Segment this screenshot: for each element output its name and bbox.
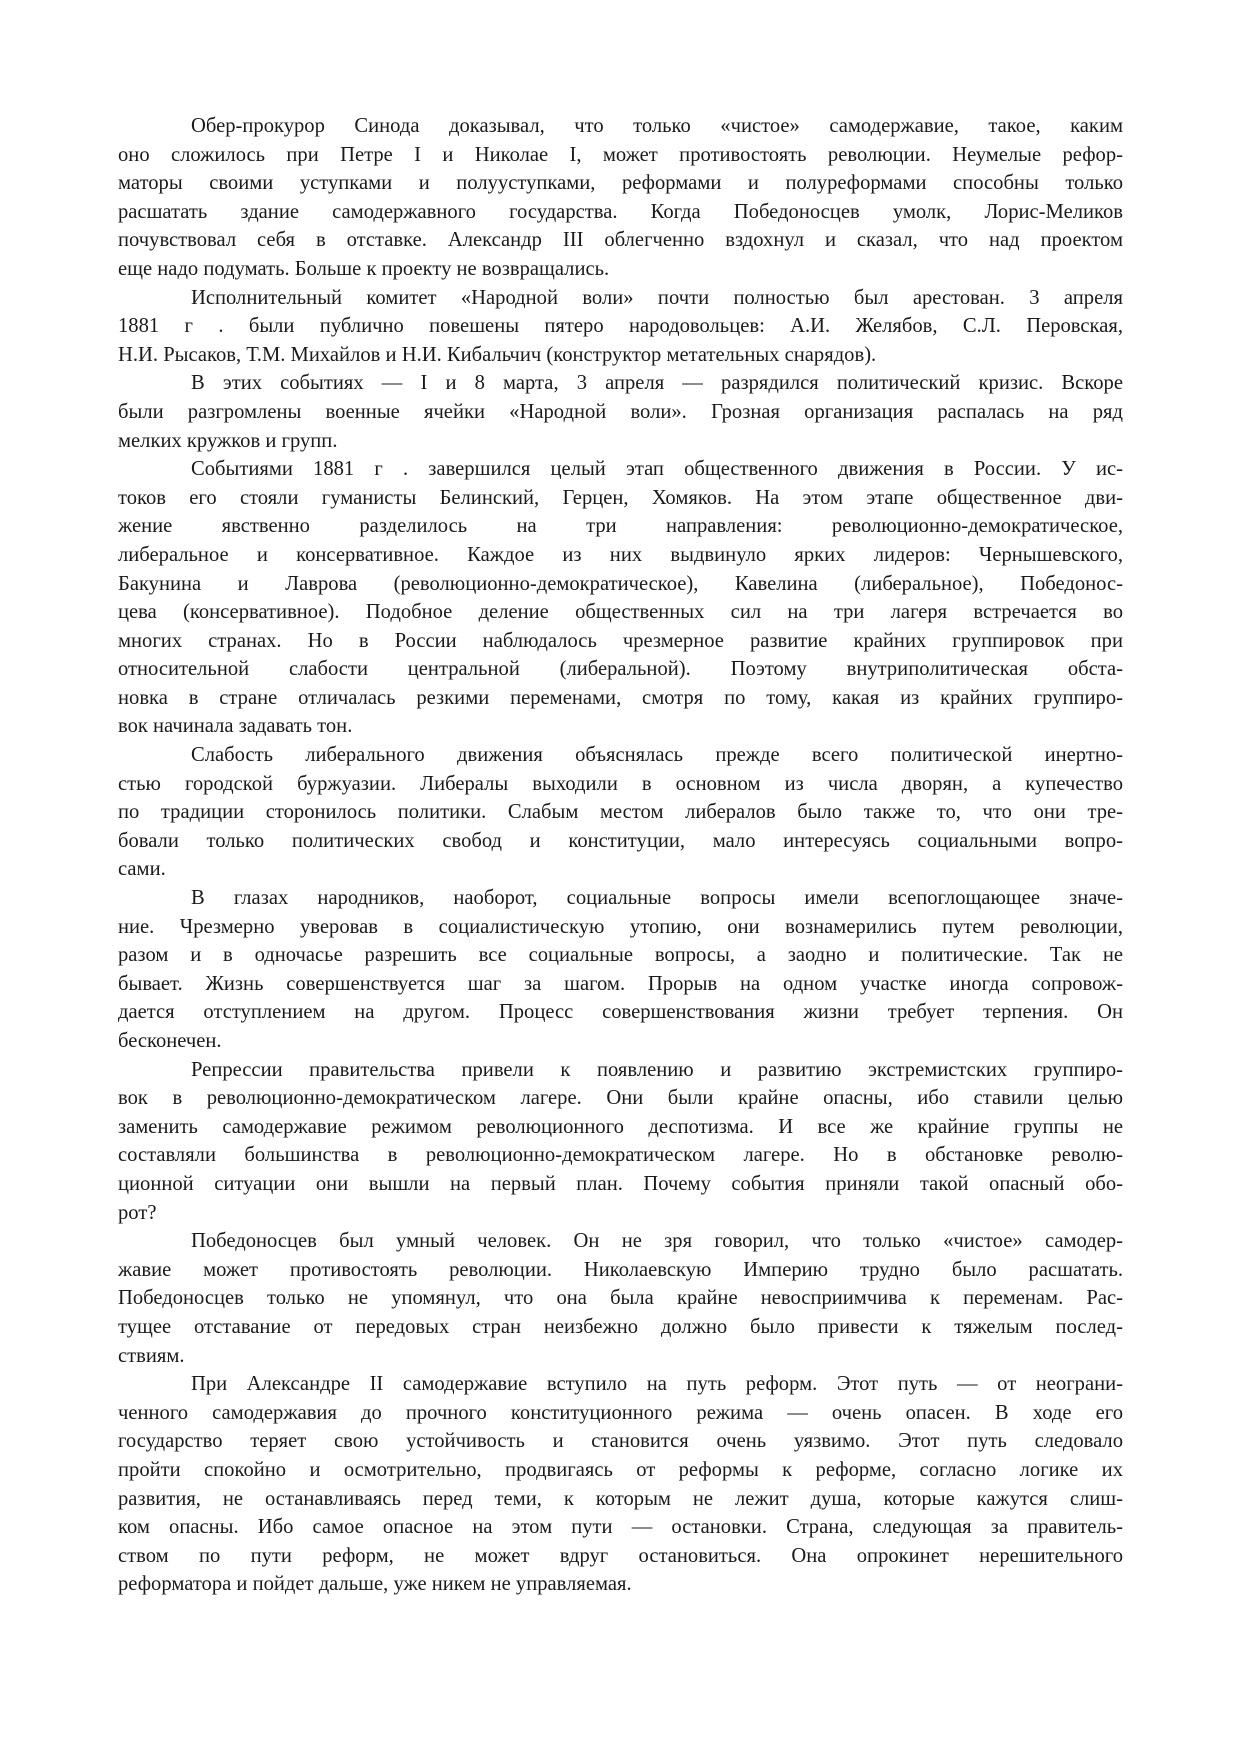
paragraph <box>118 284 1123 370</box>
text-line: либеральное и консервативное. Каждое из них выдвинуло ярких лидеров: Чернышевского, <box>118 543 1123 566</box>
text-line: бовали только политических свобод и конституции, мало интересуясь социальными вопро- <box>118 829 1123 852</box>
document-page <box>118 112 1123 1599</box>
text-line: ченного самодержавия до прочного конституционного режима — очень опасен. В ходе его <box>118 1401 1123 1424</box>
text-line: ком опасны. Ибо самое опасное на этом пути — остановки. Страна, следующая за правитель- <box>118 1516 1123 1539</box>
text-line: Победоносцев был умный человек. Он не зря говорил, что только «чистое» самодер- <box>191 1230 1123 1253</box>
text-line: государство теряет свою устойчивость и становится очень уязвимо. Этот путь следовало <box>118 1430 1123 1453</box>
text-line: еще надо подумать. Больше к проекту не возвращались. <box>118 257 610 280</box>
text-line: были разгромлены военные ячейки «Народной воли». Грозная организация распалась на ряд <box>118 400 1123 423</box>
paragraph <box>118 369 1123 455</box>
text-line: бывает. Жизнь совершенствуется шаг за шагом. Прорыв на одном участке иногда сопровож- <box>118 972 1123 995</box>
text-line: тущее отставание от передовых стран неизбежно должно было привести к тяжелым послед- <box>118 1315 1123 1338</box>
paragraph <box>118 884 1123 1056</box>
text-line: жение явственно разделилось на три направления: революционно-демократическое, <box>118 515 1123 538</box>
text-line: почувствовал себя в отставке. Александр III облегченно вздохнул и сказал, что над проектом <box>118 229 1123 252</box>
text-line: Событиями 1881 г . завершился целый этап общественного движения в России. У ис- <box>191 458 1123 481</box>
text-line: жавие может противостоять революции. Николаевскую Империю трудно было расшатать. <box>118 1258 1123 1281</box>
text-line: рот? <box>118 1201 157 1224</box>
paragraph <box>118 1227 1123 1370</box>
paragraph <box>118 1056 1123 1228</box>
paragraph <box>118 1370 1123 1599</box>
text-line: ционной ситуации они вышли на первый план. Почему события приняли такой опасный обо- <box>118 1172 1123 1195</box>
text-line: вок начинала задавать тон. <box>118 715 353 738</box>
text-line: ствиям. <box>118 1344 185 1367</box>
text-line: сами. <box>118 858 166 881</box>
text-line: 1881 г . были публично повешены пятеро народовольцев: А.И. Желябов, С.Л. Перовская, <box>118 315 1123 338</box>
text-line: Обер-прокурор Синода доказывал, что только «чистое» самодержавие, такое, каким <box>191 115 1123 137</box>
text-line: мелких кружков и групп. <box>118 429 338 452</box>
text-line: При Александре II самодержавие вступило на путь реформ. Этот путь — от неограни- <box>191 1373 1123 1396</box>
text-line: новка в стране отличалась резкими переменами, смотря по тому, какая из крайних группиро- <box>118 686 1123 709</box>
text-line: В глазах народников, наоборот, социальные вопросы имели всепоглощающее значе- <box>191 887 1123 910</box>
text-line: маторы своими уступками и полууступками, реформами и полуреформами способны только <box>118 172 1123 195</box>
text-line: вок в революционно-демократическом лагере. Они были крайне опасны, ибо ставили целью <box>118 1087 1123 1110</box>
text-line: многих странах. Но в России наблюдалось чрезмерное развитие крайних группировок при <box>118 629 1123 652</box>
text-line: относительной слабости центральной (либеральной). Поэтому внутриполитическая обста- <box>118 658 1123 681</box>
text-line: токов его стояли гуманисты Белинский, Герцен, Хомяков. На этом этапе общественное дви- <box>118 486 1123 509</box>
text-line: стью городской буржуазии. Либералы выходили в основном из числа дворян, а купечество <box>118 772 1123 795</box>
text-line: разом и в одночасье разрешить все социальные вопросы, а заодно и политические. Так не <box>118 944 1123 967</box>
text-line: ством по пути реформ, не может вдруг остановиться. Она опрокинет нерешительного <box>118 1544 1123 1567</box>
text-line: составляли большинства в революционно-демократическом лагере. Но в обстановке револю- <box>118 1144 1123 1167</box>
text-line: Н.И. Рысаков, Т.М. Михайлов и Н.И. Кибальчич (конструктор метательных снарядов). <box>118 343 877 366</box>
text-line: заменить самодержавие режимом революционного деспотизма. И все же крайние группы не <box>118 1115 1123 1138</box>
paragraph <box>118 112 1123 284</box>
text-line: оно сложилось при Петре I и Николае I, может противостоять революции. Неумелые рефор- <box>118 143 1123 166</box>
text-line: Репрессии правительства привели к появлению и развитию экстремистских группиро- <box>191 1058 1123 1081</box>
text-line: Победоносцев только не упомянул, что она была крайне невосприимчива к переменам. Рас- <box>118 1287 1123 1310</box>
paragraph <box>118 455 1123 741</box>
text-line: бесконечен. <box>118 1030 222 1052</box>
text-line: расшатать здание самодержавного государства. Когда Победоносцев умолк, Лорис-Меликов <box>118 200 1123 223</box>
text-line: дается отступлением на другом. Процесс совершенствования жизни требует терпения. Он <box>118 1001 1123 1024</box>
paragraph <box>118 741 1123 884</box>
text-line: Слабость либерального движения объяснялась прежде всего политической инертно- <box>191 744 1123 767</box>
text-line: Бакунина и Лаврова (революционно-демократическое), Кавелина (либеральное), Победонос- <box>118 572 1123 595</box>
text-line: В этих событиях — I и 8 марта, 3 апреля — разрядился политический кризис. Вскоре <box>191 372 1123 395</box>
text-line: по традиции сторонилось политики. Слабым местом либералов было также то, что они тре- <box>118 801 1123 824</box>
text-line: реформатора и пойдет дальше, уже никем не управляемая. <box>118 1573 632 1596</box>
text-line: развития, не останавливаясь перед теми, к которым не лежит душа, которые кажутся слиш- <box>118 1487 1123 1510</box>
text-line: Исполнительный комитет «Народной воли» почти полностью был арестован. 3 апреля <box>191 286 1123 309</box>
text-line: пройти спокойно и осмотрительно, продвигаясь от реформы к реформе, согласно логике их <box>118 1458 1123 1481</box>
text-line: ние. Чрезмерно уверовав в социалистическую утопию, они вознамерились путем революции, <box>118 915 1123 938</box>
text-line: цева (консервативное). Подобное деление общественных сил на три лагеря встречается во <box>118 601 1123 624</box>
